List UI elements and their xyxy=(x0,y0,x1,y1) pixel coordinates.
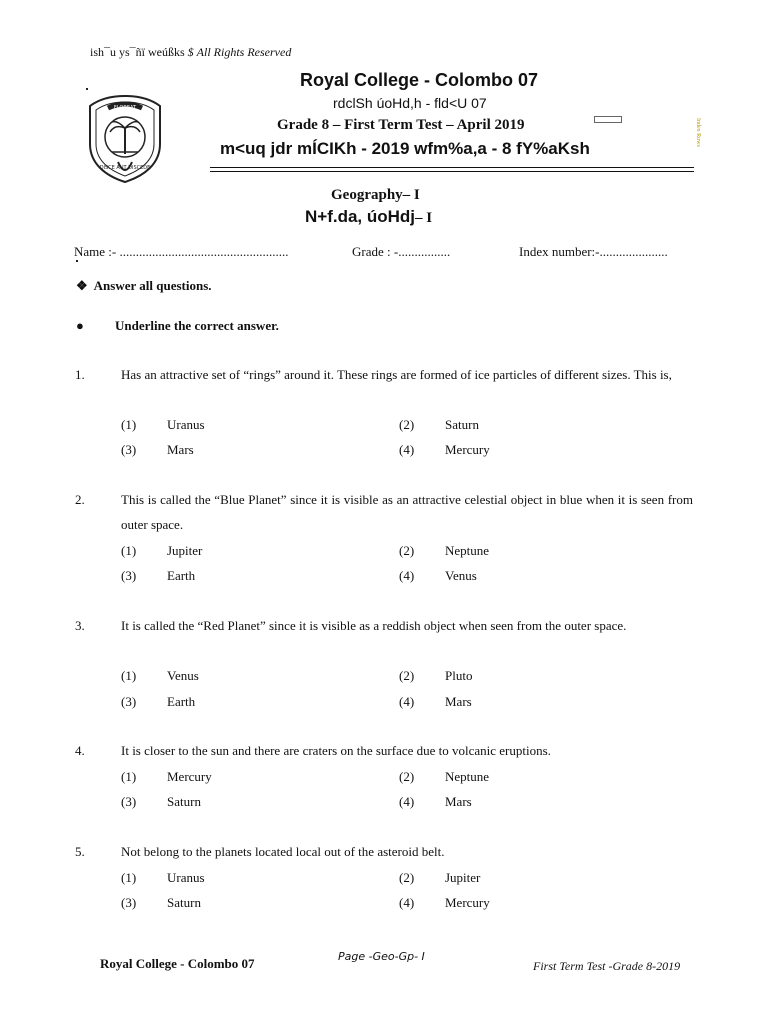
index-label: Index number:- xyxy=(519,244,600,259)
question-text: Has an attractive set of “rings” around it. These rings are formed of ice particles of different sizes. This is, xyxy=(121,367,672,382)
option-number: (3) xyxy=(121,895,137,910)
test-title: Grade 8 – First Term Test – April 2019 xyxy=(277,117,525,133)
footer-test-title: First Term Test -Grade 8-2019 xyxy=(533,959,681,973)
option-label[interactable]: Saturn xyxy=(167,895,201,910)
name-dots: .................................................... xyxy=(119,244,289,259)
option-label[interactable]: Pluto xyxy=(445,668,473,683)
school-crest-logo xyxy=(82,92,168,184)
option-number: (3) xyxy=(121,694,137,709)
option-number: (3) xyxy=(121,568,137,583)
header-small-box xyxy=(594,116,622,123)
option-number: (1) xyxy=(121,769,137,784)
question-text: Not belong to the planets located local out of the asteroid belt. xyxy=(121,844,445,859)
option-label[interactable]: Mercury xyxy=(167,769,212,784)
question-number: 2. xyxy=(75,492,85,507)
subject-suffix: – I xyxy=(415,210,433,226)
option-number: (2) xyxy=(399,417,415,432)
option-number: (1) xyxy=(121,417,137,432)
instruction-underline-text: Underline the correct answer. xyxy=(115,318,279,333)
diamond-bullet-icon: ❖ xyxy=(76,278,88,293)
question-text: It is closer to the sun and there are craters on the surface due to volcanic eruptions. xyxy=(121,743,551,758)
subject-sinhala xyxy=(305,207,432,227)
option-number: (4) xyxy=(399,895,415,910)
crest-banner: FLOREAT xyxy=(113,105,137,111)
footer-school: Royal College - Colombo 07 xyxy=(100,956,255,971)
rights-sinhala: ish¯u ys¯ñï weúßks xyxy=(90,45,185,59)
option-number: (1) xyxy=(121,543,137,558)
option-number: (4) xyxy=(399,794,415,809)
option-label[interactable]: Mercury xyxy=(445,442,490,457)
rights-symbol: $ xyxy=(187,45,194,59)
instruction-underline xyxy=(76,318,279,334)
grade-label: Grade : - xyxy=(352,244,399,259)
option-label[interactable]: Uranus xyxy=(167,417,205,432)
option-label[interactable]: Uranus xyxy=(167,870,205,885)
rights-text: All Rights Reserved xyxy=(196,45,292,59)
option-label[interactable]: Mars xyxy=(167,442,194,457)
name-field[interactable] xyxy=(74,244,288,260)
option-number: (4) xyxy=(399,694,415,709)
option-number: (2) xyxy=(399,870,415,885)
question-number: 1. xyxy=(75,367,85,382)
instruction-answer-all-text: Answer all questions. xyxy=(93,278,212,293)
option-label[interactable]: Jupiter xyxy=(445,870,481,885)
option-number: (3) xyxy=(121,794,137,809)
side-note: Index Rows xyxy=(695,118,701,147)
option-number: (4) xyxy=(399,568,415,583)
option-label[interactable]: Venus xyxy=(445,568,477,583)
option-label[interactable]: Mars xyxy=(445,794,472,809)
option-label[interactable]: Saturn xyxy=(445,417,479,432)
footer-page-number: Page -Geo-Gp- I xyxy=(338,950,425,963)
option-number: (1) xyxy=(121,870,137,885)
grade-dots: ................ xyxy=(398,244,451,259)
header-rule-bottom xyxy=(210,171,694,172)
question-number: 5. xyxy=(75,844,85,859)
option-label[interactable]: Mars xyxy=(445,694,472,709)
option-label[interactable]: Jupiter xyxy=(167,543,203,558)
option-label[interactable]: Neptune xyxy=(445,543,490,558)
crest-dot xyxy=(86,88,88,90)
option-label[interactable]: Earth xyxy=(167,694,196,709)
header-rule-top xyxy=(210,167,694,168)
option-label[interactable]: Venus xyxy=(167,668,199,683)
grade-field[interactable] xyxy=(352,244,450,260)
option-label[interactable]: Saturn xyxy=(167,794,201,809)
option-label[interactable]: Neptune xyxy=(445,769,490,784)
instruction-answer-all xyxy=(76,278,212,294)
question-number: 4. xyxy=(75,743,85,758)
school-name-sinhala: rdclSh úoHd,h - fld<U 07 xyxy=(333,95,487,111)
option-number: (1) xyxy=(121,668,137,683)
question-text: This is called the “Blue Planet” since it is visible as an attractive celestial object in blue when it is seen from outer space. xyxy=(121,492,693,532)
option-number: (2) xyxy=(399,668,415,683)
option-label[interactable]: Earth xyxy=(167,568,196,583)
name-dot-mark xyxy=(76,260,78,262)
index-field[interactable] xyxy=(519,244,668,260)
option-number: (3) xyxy=(121,442,137,457)
subject-sinhala-text: N+f.da, úoHdj xyxy=(305,207,416,226)
subject-english: Geography– I xyxy=(331,187,420,203)
bullet-icon: ● xyxy=(76,318,84,333)
rights-line xyxy=(90,45,291,60)
option-number: (2) xyxy=(399,543,415,558)
crest-motto: DISCE AUT DISCEDE xyxy=(99,165,151,171)
name-label: Name :- xyxy=(74,244,117,259)
index-dots: ..................... xyxy=(599,244,668,259)
test-title-sinhala: m<uq jdr mÍCIKh - 2019 wfm%a,a - 8 fY%aKsh xyxy=(220,139,590,158)
question-text: It is called the “Red Planet” since it is visible as a reddish object when seen from the outer space. xyxy=(121,618,627,633)
option-label[interactable]: Mercury xyxy=(445,895,490,910)
option-number: (2) xyxy=(399,769,415,784)
option-number: (4) xyxy=(399,442,415,457)
school-name: Royal College - Colombo 07 xyxy=(300,70,539,90)
question-number: 3. xyxy=(75,618,85,633)
